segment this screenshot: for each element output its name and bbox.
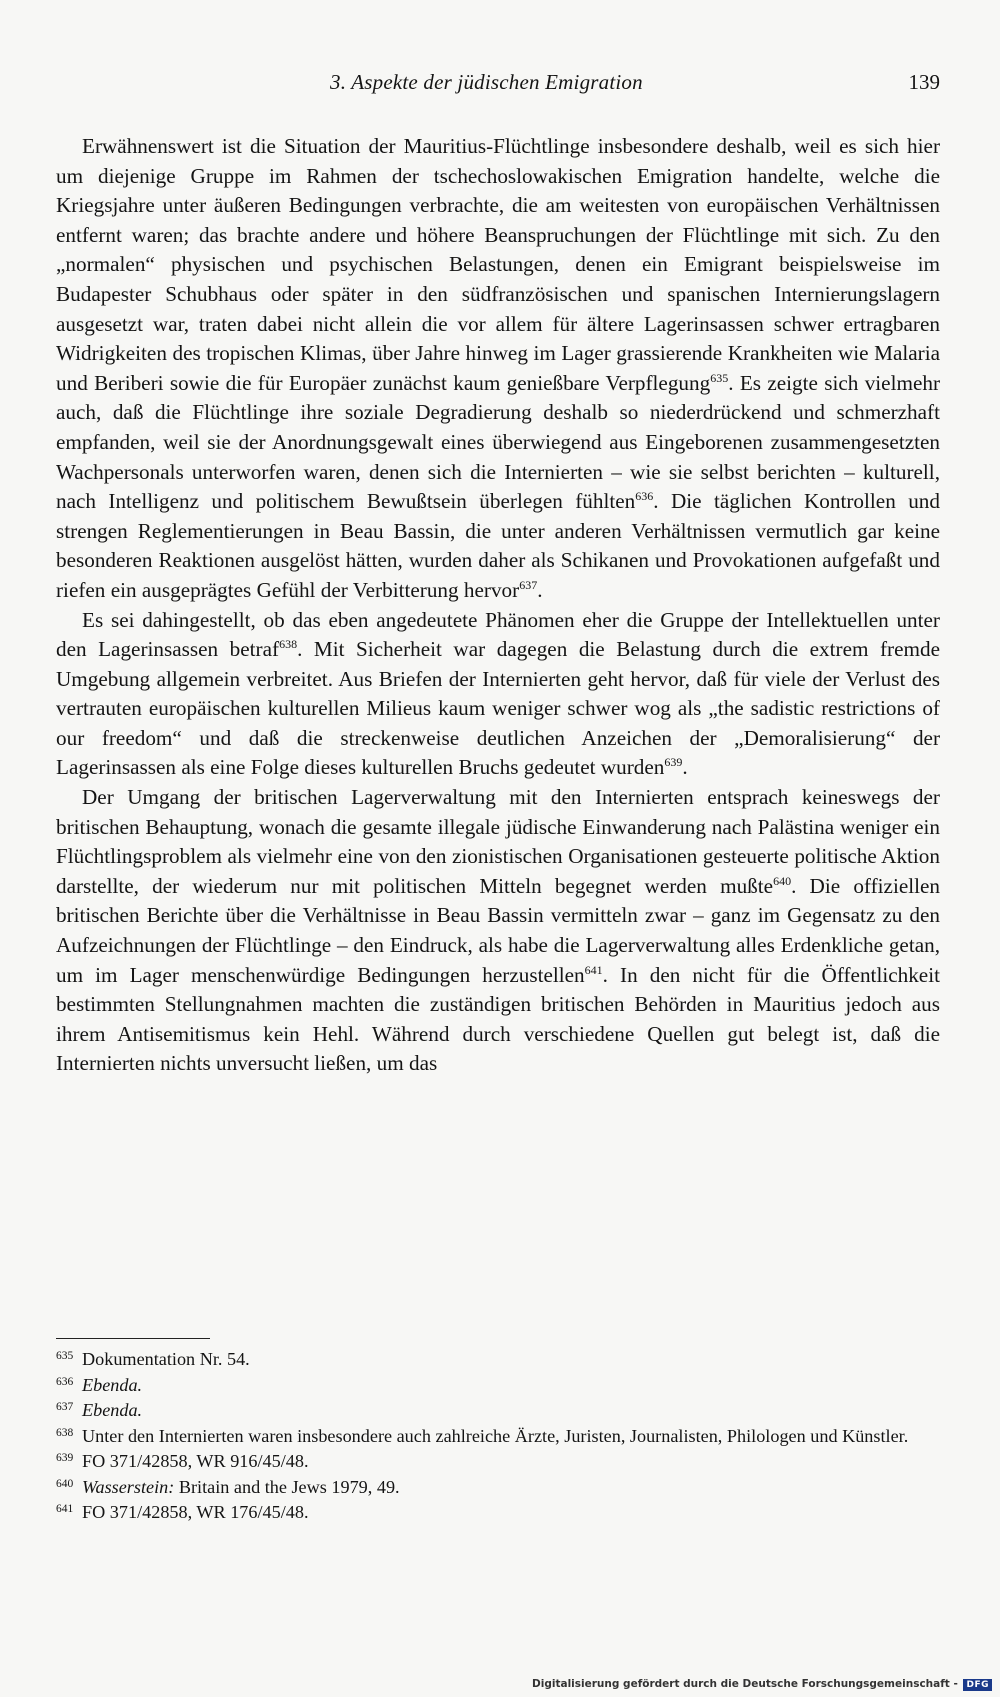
page-header: [0, 70, 1000, 106]
body-text: [56, 132, 940, 1079]
footnote-ref[interactable]: 640: [773, 873, 792, 888]
footnote-text: Ebenda.: [82, 1400, 143, 1420]
running-head: 3. Aspekte der jüdischen Emigration: [330, 70, 643, 94]
paragraph-text: . In den nicht für die Öffentlichkeit bestimmten Stellungnahmen machten die zuständigen britischen Behörden in Mauritius jedoch aus ihrem Antisemitismus kein Hehl. Während durch verschiedene Quellen gut belegt ist, daß die Internierten nichts unversucht ließen, um das: [56, 962, 940, 1076]
footnote: [56, 1347, 940, 1373]
footnote-ref[interactable]: 641: [584, 962, 603, 977]
paragraph-text: . Mit Sicherheit war dagegen die Belastung durch die extrem fremde Umgebung allgemein verbreitet. Aus Briefen der Internierten geht hervor, daß für viele der Verlust des vertrauten europäischen kulturellen Milieus kaum weniger schwer wog als „the sadistic restrictions of our freedom“ und daß die streckenweise deutlichen Anzeichen der „Demoralisierung“ der Lagerinsassen als eine Folge dieses kulturellen Bruchs gedeutet wurden: [56, 637, 940, 780]
footnote-text: Britain and the Jews 1979, 49.: [174, 1476, 400, 1497]
paragraph-text: . Die täglichen Kontrollen und strengen Reglementierungen in Beau Bassin, die unter anderen Verhältnissen vermutlich gar keine besonderen Reaktionen ausgelöst hätten, wurden daher als Schikanen und Provokationen aufgefaßt und riefen ein ausgeprägtes Gefühl der Verbitterung hervor: [56, 489, 940, 602]
credit-text: Digitalisierung gefördert durch die Deutsche Forschungsgemeinschaft -: [532, 1678, 958, 1690]
footnote-text: Unter den Internierten waren insbesondere auch zahlreiche Ärzte, Juristen, Journalisten, Philologen und Künstler.: [82, 1425, 909, 1446]
footnote-number: 638: [56, 1426, 74, 1439]
paragraph-text: . Es zeigte sich vielmehr auch, daß die Flüchtlinge ihre soziale Degradierung deshalb so niederdrückend und schmerzhaft empfanden, weil sie der Anordnungsgewalt eines überwiegend aus Eingeborenen zusammengesetzten Wachpersonals unterworfen waren, denen sich die Internierten – wie sie selbst berichten – kulturell, nach Intelligenz und politischem Bewußtsein überlegen fühlten: [56, 370, 940, 514]
footnote: [56, 1424, 940, 1450]
footnote-text: FO 371/42858, WR 176/45/48.: [82, 1502, 309, 1522]
footnote: [56, 1449, 940, 1475]
footnote: [56, 1373, 940, 1399]
footnote-text: Ebenda.: [82, 1374, 143, 1395]
paragraph-text: . Die offiziellen britischen Berichte über die Verhältnisse in Beau Bassin vermitteln zwar – ganz im Gegensatz zu den Aufzeichnungen der Flüchtlinge – den Eindruck, als habe die Lagerverwaltung alles Erdenkliche getan, um im Lager menschenwürdige Bedingungen herzustellen: [56, 873, 940, 987]
footnote: [56, 1475, 940, 1501]
footnote-number: 637: [56, 1401, 74, 1413]
footnote-divider: [56, 1338, 210, 1339]
footnotes: [56, 1347, 940, 1526]
paragraph-1: [56, 132, 940, 606]
footnote-number: 641: [56, 1503, 74, 1515]
footnote-number: 639: [56, 1452, 74, 1464]
footnote: [56, 1500, 940, 1526]
footnote-ref[interactable]: 637: [519, 577, 538, 592]
footnote-number: 636: [56, 1375, 74, 1388]
footnote-author: Wasserstein:: [82, 1476, 175, 1497]
digitization-credit: [532, 1678, 992, 1691]
footnote-ref[interactable]: 635: [710, 370, 729, 385]
paragraph-text: Erwähnenswert ist die Situation der Mauritius-Flüchtlinge insbesondere deshalb, weil es sich hier um diejenige Gruppe im Rahmen der tschechoslowakischen Emigration handelte, welche die Kriegsjahre unter äußeren Bedingungen verbrachte, die am weitesten von europäischen Verhältnissen entfernt waren; das brachte andere und höhere Beanspruchungen der Flüchtlinge mit sich. Zu den „normalen“ physischen und psychischen Belastungen, denen ein Emigrant beispielsweise im Budapester Schubhaus oder später in den südfranzösischen und spanischen Internierungslagern ausgesetzt war, traten dabei nicht allein die vor allem für ältere Lagerinsassen schwer ertragbaren Widrigkeiten des tropischen Klimas, über Jahre hinweg im Lager grassierende Krankheiten wie Malaria und Beriberi sowie die für Europäer zunächst kaum genießbare Verpflegung: [56, 134, 940, 395]
paragraph-2: [56, 606, 940, 784]
footnote-number: 640: [56, 1477, 74, 1490]
footnote-ref[interactable]: 639: [664, 755, 683, 770]
footnote-ref[interactable]: 638: [279, 637, 298, 652]
footnote-text: Dokumentation Nr. 54.: [82, 1349, 250, 1369]
footnote-ref[interactable]: 636: [635, 489, 654, 504]
dfg-logo: DFG: [963, 1679, 992, 1691]
footnote-text: FO 371/42858, WR 916/45/48.: [82, 1451, 309, 1471]
paragraph-text: .: [682, 755, 688, 780]
paragraph-text: Es sei dahingestellt, ob das eben angedeutete Phänomen eher die Gruppe der Intellektuellen unter den Lagerinsassen betraf: [56, 607, 940, 662]
paragraph-text: .: [537, 577, 543, 602]
footnote: [56, 1398, 940, 1424]
paragraph-text: Der Umgang der britischen Lagerverwaltung mit den Internierten entsprach keineswegs der britischen Behauptung, wonach die gesamte illegale jüdische Einwanderung nach Palästina weniger ein Flüchtlingsproblem als vielmehr eine von den zionistischen Organisationen gesteuerte politische Aktion darstellte, der wiederum nur mit politischen Mitteln begegnet werden mußte: [56, 785, 940, 898]
paragraph-3: [56, 783, 940, 1079]
footnote-number: 635: [56, 1350, 74, 1362]
page-number: 139: [908, 70, 940, 94]
